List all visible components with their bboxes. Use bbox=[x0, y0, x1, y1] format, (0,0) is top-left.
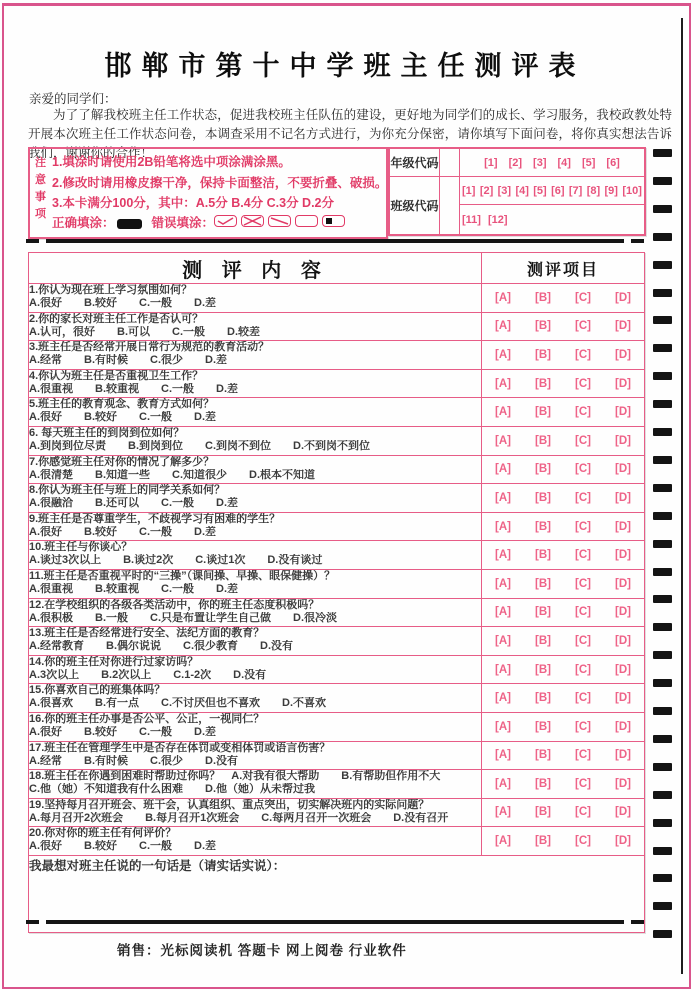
answer-choices-line: A.很喜欢 B.有一点 C.不讨厌但也不喜欢 D.不喜欢 bbox=[29, 697, 326, 710]
question-line: 18.班主任在你遇到困难时帮助过你吗？ A.对我有很大帮助 B.有帮助但作用不大 bbox=[29, 770, 441, 783]
answer-bubble[interactable]: [B] bbox=[535, 434, 551, 447]
code-box bbox=[388, 147, 646, 236]
answer-choices-line: A.很好 B.较好 C.一般 D.差 bbox=[29, 525, 216, 538]
answer-choices-line: A.到岗到位尽责 B.到岗到位 C.到岗不到位 D.不到岗不到位 bbox=[29, 439, 370, 452]
question-text-cell bbox=[29, 598, 482, 627]
answer-choices-line: A.谈过3次以上 B.谈过2次 C.谈过1次 D.没有谈过 bbox=[29, 554, 323, 567]
question-text-cell bbox=[29, 312, 482, 341]
answer-bubble[interactable]: [B] bbox=[535, 577, 551, 590]
answer-bubble[interactable]: [A] bbox=[495, 520, 511, 533]
timing-mark bbox=[653, 707, 672, 715]
answer-choices-line: A.很好 B.较好 C.一般 D.差 bbox=[29, 840, 216, 853]
answer-bubble[interactable]: [C] bbox=[575, 749, 591, 762]
question-row bbox=[29, 484, 645, 513]
question-text-cell bbox=[29, 770, 482, 799]
answer-choices-line: A.很好 B.较好 C.一般 D.差 bbox=[29, 725, 216, 738]
greeting-line: 亲爱的同学们： bbox=[29, 92, 117, 106]
answer-bubble[interactable]: [C] bbox=[575, 806, 591, 819]
page-title: 邯郸市第十中学班主任测评表 bbox=[104, 51, 586, 81]
question-row bbox=[29, 284, 645, 313]
answer-choices-line: A.经常教育 B.偶尔说说 C.很少教育 D.没有 bbox=[29, 640, 293, 653]
answer-bubble[interactable]: [B] bbox=[535, 777, 551, 790]
question-text-cell bbox=[29, 741, 482, 770]
wrong-fill-dot-icon bbox=[322, 215, 345, 227]
class-code-bubble[interactable]: [2] bbox=[479, 184, 494, 197]
answer-bubbles-cell bbox=[482, 684, 645, 713]
answer-bubble[interactable]: [D] bbox=[615, 549, 631, 562]
answer-bubble[interactable]: [A] bbox=[495, 406, 511, 419]
answer-bubble[interactable]: [D] bbox=[615, 377, 631, 390]
answer-bubble[interactable]: [C] bbox=[575, 720, 591, 733]
grade-code-bubbles bbox=[460, 149, 644, 177]
question-row bbox=[29, 398, 645, 427]
question-text-cell bbox=[29, 827, 482, 856]
answer-choices-line: A.经常 B.有时候 C.很少 D.差 bbox=[29, 354, 227, 367]
timing-mark bbox=[653, 819, 672, 827]
evaluation-table bbox=[28, 252, 645, 933]
answer-bubble[interactable]: [B] bbox=[535, 291, 551, 304]
answer-choices-line: A.3次以上 B.2次以上 C.1-2次 D.没有 bbox=[29, 668, 267, 681]
bottom-separator-line bbox=[26, 920, 644, 924]
answer-bubble[interactable]: [A] bbox=[495, 806, 511, 819]
answer-bubble[interactable]: [C] bbox=[575, 348, 591, 361]
question-row bbox=[29, 827, 645, 856]
question-row bbox=[29, 341, 645, 370]
answer-bubble[interactable]: [A] bbox=[495, 606, 511, 619]
answer-bubble[interactable]: [B] bbox=[535, 520, 551, 533]
class-code-bubbles-row1 bbox=[460, 177, 644, 205]
question-text-cell bbox=[29, 426, 482, 455]
question-line: 2.你的家长对班主任工作是否认可？ bbox=[29, 312, 204, 325]
answer-bubble[interactable]: [A] bbox=[495, 577, 511, 590]
question-text-cell bbox=[29, 655, 482, 684]
question-row bbox=[29, 655, 645, 684]
question-line: 16.你的班主任办事是否公平、公正，一视同仁？ bbox=[29, 712, 265, 725]
timing-mark bbox=[653, 847, 672, 855]
question-row bbox=[29, 741, 645, 770]
timing-mark bbox=[653, 289, 672, 297]
question-line: 10.班主任与你谈心？ bbox=[29, 541, 133, 554]
answer-bubble[interactable]: [C] bbox=[575, 577, 591, 590]
answer-bubble[interactable]: [D] bbox=[615, 577, 631, 590]
question-text-cell bbox=[29, 569, 482, 598]
answer-bubble[interactable]: [A] bbox=[495, 377, 511, 390]
question-text-cell bbox=[29, 512, 482, 541]
answer-bubbles-cell bbox=[482, 770, 645, 799]
answer-bubble[interactable]: [D] bbox=[615, 406, 631, 419]
answer-bubble[interactable]: [A] bbox=[495, 434, 511, 447]
answer-bubble[interactable]: [C] bbox=[575, 434, 591, 447]
timing-mark bbox=[653, 233, 672, 241]
answer-bubbles-cell bbox=[482, 369, 645, 398]
question-text-cell bbox=[29, 684, 482, 713]
answer-bubble[interactable]: [C] bbox=[575, 777, 591, 790]
class-code-bubble[interactable]: [1] bbox=[462, 184, 476, 197]
notice-item-2: 2.修改时请用橡皮擦干净，保持卡面整洁，不要折叠、破损。 bbox=[52, 175, 388, 190]
class-code-bubble[interactable]: [4] bbox=[515, 184, 529, 197]
answer-bubbles-cell bbox=[482, 712, 645, 741]
question-line: 15.你喜欢自己的班集体吗？ bbox=[29, 684, 166, 697]
question-row bbox=[29, 798, 645, 827]
class-code-bubble[interactable]: [10] bbox=[622, 184, 642, 197]
grade-code-bubble[interactable]: [3] bbox=[533, 156, 547, 169]
answer-choices-line: A.很好 B.较好 C.一般 D.差 bbox=[29, 411, 216, 424]
answer-bubble[interactable]: [A] bbox=[495, 320, 511, 333]
question-text-cell bbox=[29, 398, 482, 427]
answer-bubbles-cell bbox=[482, 284, 645, 313]
timing-mark bbox=[653, 902, 672, 910]
question-row bbox=[29, 770, 645, 799]
answer-bubbles-cell bbox=[482, 512, 645, 541]
answer-bubble[interactable]: [D] bbox=[615, 291, 631, 304]
notice-box bbox=[28, 147, 388, 239]
answer-bubble[interactable]: [C] bbox=[575, 549, 591, 562]
answer-bubble[interactable]: [D] bbox=[615, 520, 631, 533]
answer-bubble[interactable]: [D] bbox=[615, 692, 631, 705]
question-text-cell bbox=[29, 341, 482, 370]
notice-vertical-label: 注意事项 bbox=[35, 157, 46, 220]
answer-choices-line: C.他（她）不知道我有什么困难 D.他（她）从未帮过我 bbox=[29, 783, 315, 796]
timing-mark bbox=[653, 735, 672, 743]
answer-choices-line: A.很积极 B.一般 C.只是布置让学生自己做 D.很冷淡 bbox=[29, 611, 337, 624]
question-line: 19.坚持每月召开班会、班干会，认真组织、重点突出，切实解决班内的实际问题？ bbox=[29, 798, 430, 811]
wrong-fill-label: 错误填涂： bbox=[151, 216, 215, 231]
timing-mark bbox=[653, 372, 672, 380]
class-code-label: 班级代码 bbox=[390, 177, 440, 234]
timing-mark bbox=[653, 344, 672, 352]
answer-bubbles-cell bbox=[482, 541, 645, 570]
answer-bubble[interactable]: [C] bbox=[575, 520, 591, 533]
answer-bubble[interactable]: [D] bbox=[615, 320, 631, 333]
fill-example-row bbox=[52, 214, 387, 234]
question-row bbox=[29, 426, 645, 455]
timing-mark bbox=[653, 428, 672, 436]
class-code-bubbles-row2 bbox=[460, 205, 644, 234]
timing-mark bbox=[653, 316, 672, 324]
answer-bubbles-cell bbox=[482, 398, 645, 427]
answer-choices-line: A.经常 B.有时候 C.很少 D.没有 bbox=[29, 754, 238, 767]
question-row bbox=[29, 455, 645, 484]
question-line: 14.你的班主任对你进行过家访吗？ bbox=[29, 655, 199, 668]
answer-bubble[interactable]: [D] bbox=[615, 749, 631, 762]
question-line: 8.你认为班主任与班上的同学关系如何？ bbox=[29, 484, 226, 497]
wrong-fill-empty-icon bbox=[295, 215, 318, 227]
answer-bubbles-cell bbox=[482, 341, 645, 370]
question-line: 13.班主任是否经常进行安全、法纪方面的教育？ bbox=[29, 627, 265, 640]
question-row bbox=[29, 569, 645, 598]
answer-bubble[interactable]: [C] bbox=[575, 320, 591, 333]
answer-bubble[interactable]: [A] bbox=[495, 749, 511, 762]
class-code-bubble[interactable]: [3] bbox=[497, 184, 512, 197]
timing-mark bbox=[653, 623, 672, 631]
answer-bubble[interactable]: [A] bbox=[495, 549, 511, 562]
answer-bubble[interactable]: [C] bbox=[575, 491, 591, 504]
answer-bubble[interactable]: [D] bbox=[615, 606, 631, 619]
question-line: 1.你认为现在班上学习氛围如何？ bbox=[29, 284, 193, 296]
free-response-cell[interactable]: 我最想对班主任说的一句话是（请实话实说）： bbox=[29, 855, 645, 932]
grade-write-cell[interactable] bbox=[440, 149, 460, 177]
answer-bubble[interactable]: [C] bbox=[575, 606, 591, 619]
answer-bubble[interactable]: [A] bbox=[495, 777, 511, 790]
answer-bubble[interactable]: [A] bbox=[495, 634, 511, 647]
timing-mark bbox=[653, 205, 672, 213]
class-code-bubble[interactable]: [5] bbox=[533, 184, 547, 197]
answer-bubble[interactable]: [B] bbox=[535, 463, 551, 476]
grade-code-bubble[interactable]: [5] bbox=[581, 156, 596, 169]
answer-choices-line: A.很清楚 B.知道一些 C.知道很少 D.根本不知道 bbox=[29, 468, 315, 481]
answer-bubbles-cell bbox=[482, 798, 645, 827]
answer-bubble[interactable]: [A] bbox=[495, 663, 511, 676]
timing-mark bbox=[653, 512, 672, 520]
timing-mark bbox=[653, 651, 672, 659]
timing-mark bbox=[653, 261, 672, 269]
answer-bubble[interactable]: [D] bbox=[615, 777, 631, 790]
timing-mark bbox=[653, 930, 672, 938]
notice-items bbox=[48, 149, 389, 237]
timing-mark bbox=[653, 791, 672, 799]
answer-bubble[interactable]: [D] bbox=[615, 806, 631, 819]
timing-mark bbox=[653, 874, 672, 882]
answer-bubble[interactable]: [D] bbox=[615, 720, 631, 733]
answer-bubbles-cell bbox=[482, 426, 645, 455]
question-text-cell bbox=[29, 798, 482, 827]
answer-bubbles-cell bbox=[482, 455, 645, 484]
notice-item-1: 1.填涂时请使用2B铅笔将选中项涂满涂黑。 bbox=[52, 155, 291, 169]
answer-bubble[interactable]: [B] bbox=[535, 377, 551, 390]
answer-choices-line: A.很好 B.较好 C.一般 D.差 bbox=[29, 297, 216, 309]
timing-mark bbox=[653, 568, 672, 576]
answer-bubble[interactable]: [B] bbox=[535, 663, 551, 676]
question-row bbox=[29, 369, 645, 398]
question-text-cell bbox=[29, 712, 482, 741]
answer-bubble[interactable]: [C] bbox=[575, 663, 591, 676]
answer-bubble[interactable]: [C] bbox=[575, 406, 591, 419]
answer-bubble[interactable]: [A] bbox=[495, 692, 511, 705]
notice-item-3: 3.本卡满分100分，其中：A.5分 B.4分 C.3分 D.2分 bbox=[52, 196, 335, 210]
correct-fill-label: 正确填涂： bbox=[52, 216, 115, 231]
answer-bubble[interactable]: [C] bbox=[575, 692, 591, 705]
question-row bbox=[29, 627, 645, 656]
answer-bubble[interactable]: [B] bbox=[535, 749, 551, 762]
answer-choices-line: A.很重视 B.较重视 C.一般 D.差 bbox=[29, 382, 238, 395]
vendor-footer: 销售：光标阅读机 答题卡 网上阅卷 行业软件 bbox=[117, 943, 407, 958]
answer-bubbles-cell bbox=[482, 627, 645, 656]
wrong-fill-cross-icon bbox=[241, 215, 264, 227]
wrong-fill-check-icon bbox=[214, 215, 237, 227]
answer-bubble[interactable]: [A] bbox=[495, 348, 511, 361]
question-text-cell bbox=[29, 284, 482, 313]
answer-bubble[interactable]: [B] bbox=[535, 835, 551, 848]
question-line: 6. 每天班主任的到岗到位如何？ bbox=[29, 426, 185, 439]
answer-choices-line: A.认可，很好 B.可以 C.一般 D.较差 bbox=[29, 325, 260, 338]
grade-code-bubble[interactable]: [4] bbox=[557, 156, 571, 169]
question-row bbox=[29, 712, 645, 741]
timing-mark bbox=[653, 679, 672, 687]
answer-bubble[interactable]: [B] bbox=[535, 320, 551, 333]
timing-mark bbox=[653, 595, 672, 603]
question-text-cell bbox=[29, 484, 482, 513]
table-header-row bbox=[29, 253, 645, 284]
question-line: 7.你感觉班主任对你的情况了解多少？ bbox=[29, 455, 215, 468]
grade-code-bubble[interactable]: [6] bbox=[606, 156, 620, 169]
question-text-cell bbox=[29, 541, 482, 570]
answer-bubble[interactable]: [B] bbox=[535, 606, 551, 619]
class-write-cell[interactable] bbox=[440, 177, 460, 234]
question-line: 9.班主任是否尊重学生，不歧视学习有困难的学生？ bbox=[29, 512, 281, 525]
question-line: 11.班主任是否重视平时的“三操”（课间操、早操、眼保健操）？ bbox=[29, 569, 336, 582]
intro-paragraph: 为了了解我校班主任工作状态，促进我校班主任队伍的建设，更好地为同学们的成长、学习服务，我校政教处特开展本次班主任工作状态问卷，本调查采用不记名方式进行，为你充分保密，请你填写下面问卷，将你真实想法告诉我们，谢谢你的合作！ bbox=[28, 108, 672, 160]
answer-bubble[interactable]: [D] bbox=[615, 634, 631, 647]
answer-bubble[interactable]: [A] bbox=[495, 291, 511, 304]
answer-bubble[interactable]: [A] bbox=[495, 491, 511, 504]
timing-mark bbox=[653, 400, 672, 408]
content-column-header: 测 评 内 容 bbox=[29, 253, 482, 284]
answer-bubble[interactable]: [C] bbox=[575, 377, 591, 390]
grade-code-bubble[interactable]: [2] bbox=[508, 156, 523, 169]
answer-bubble[interactable]: [D] bbox=[615, 463, 631, 476]
timing-mark bbox=[653, 540, 672, 548]
answer-bubble[interactable]: [B] bbox=[535, 406, 551, 419]
grade-code-bubble[interactable]: [1] bbox=[484, 156, 498, 169]
question-line: 12.在学校组织的各级各类活动中，你的班主任态度积极吗？ bbox=[29, 598, 320, 611]
correct-fill-icon bbox=[117, 219, 142, 229]
answer-bubble[interactable]: [B] bbox=[535, 692, 551, 705]
answer-bubble[interactable]: [B] bbox=[535, 806, 551, 819]
question-row bbox=[29, 684, 645, 713]
question-text-cell bbox=[29, 627, 482, 656]
class-code-bubble[interactable]: [8] bbox=[586, 184, 601, 197]
class-code-bubble[interactable]: [12] bbox=[487, 213, 508, 226]
grade-code-label: 年级代码 bbox=[390, 149, 440, 177]
question-line: 3.班主任是否经常开展日常行为规范的教育活动？ bbox=[29, 341, 270, 354]
question-line: 17.班主任在管理学生中是否存在体罚或变相体罚或语言伤害？ bbox=[29, 741, 331, 754]
answer-bubble[interactable]: [D] bbox=[615, 434, 631, 447]
timing-mark bbox=[653, 456, 672, 464]
answer-choices-line: A.每月召开2次班会 B.每月召开1次班会 C.每两月召开一次班会 D.没有召开 bbox=[29, 811, 449, 824]
timing-mark bbox=[653, 484, 672, 492]
wrong-fill-slash-icon bbox=[268, 215, 291, 227]
answer-bubble[interactable]: [B] bbox=[535, 549, 551, 562]
project-column-header: 测评项目 bbox=[482, 253, 645, 284]
class-code-bubble[interactable]: [7] bbox=[568, 184, 583, 197]
answer-bubbles-cell bbox=[482, 598, 645, 627]
answer-bubbles-cell bbox=[482, 741, 645, 770]
timing-track-line bbox=[681, 18, 683, 974]
timing-mark bbox=[653, 177, 672, 185]
class-code-bubble[interactable]: [6] bbox=[551, 184, 565, 197]
answer-bubble[interactable]: [D] bbox=[615, 491, 631, 504]
answer-bubble[interactable]: [B] bbox=[535, 634, 551, 647]
answer-bubbles-cell bbox=[482, 827, 645, 856]
top-separator-line bbox=[26, 239, 644, 243]
timing-mark bbox=[653, 763, 672, 771]
answer-bubble[interactable]: [D] bbox=[615, 663, 631, 676]
question-text-cell bbox=[29, 455, 482, 484]
answer-bubbles-cell bbox=[482, 655, 645, 684]
answer-bubble[interactable]: [B] bbox=[535, 348, 551, 361]
question-line: 5.班主任的教育观念、教育方式如何？ bbox=[29, 398, 215, 411]
question-row bbox=[29, 541, 645, 570]
answer-bubble[interactable]: [D] bbox=[615, 835, 631, 848]
answer-bubbles-cell bbox=[482, 312, 645, 341]
answer-bubble[interactable]: [A] bbox=[495, 463, 511, 476]
question-row bbox=[29, 598, 645, 627]
answer-bubble[interactable]: [C] bbox=[575, 634, 591, 647]
wrong-fill-icons bbox=[214, 213, 349, 234]
answer-bubble[interactable]: [B] bbox=[535, 720, 551, 733]
question-text-cell bbox=[29, 369, 482, 398]
question-line: 4.你认为班主任是否重视卫生工作？ bbox=[29, 369, 204, 382]
class-code-bubble[interactable]: [11] bbox=[462, 213, 481, 226]
answer-choices-line: A.很重视 B.较重视 C.一般 D.差 bbox=[29, 582, 238, 595]
answer-bubbles-cell bbox=[482, 484, 645, 513]
answer-bubble[interactable]: [C] bbox=[575, 463, 591, 476]
question-row bbox=[29, 312, 645, 341]
answer-bubble[interactable]: [A] bbox=[495, 835, 511, 848]
answer-bubble[interactable]: [B] bbox=[535, 491, 551, 504]
answer-bubble[interactable]: [C] bbox=[575, 835, 591, 848]
question-line: 20.你对你的班主任有何评价？ bbox=[29, 827, 177, 840]
answer-bubble[interactable]: [C] bbox=[575, 291, 591, 304]
answer-bubble[interactable]: [A] bbox=[495, 720, 511, 733]
answer-bubbles-cell bbox=[482, 569, 645, 598]
answer-choices-line: A.很融洽 B.还可以 C.一般 D.差 bbox=[29, 497, 238, 510]
question-row bbox=[29, 512, 645, 541]
class-code-bubble[interactable]: [9] bbox=[604, 184, 618, 197]
answer-bubble[interactable]: [D] bbox=[615, 348, 631, 361]
